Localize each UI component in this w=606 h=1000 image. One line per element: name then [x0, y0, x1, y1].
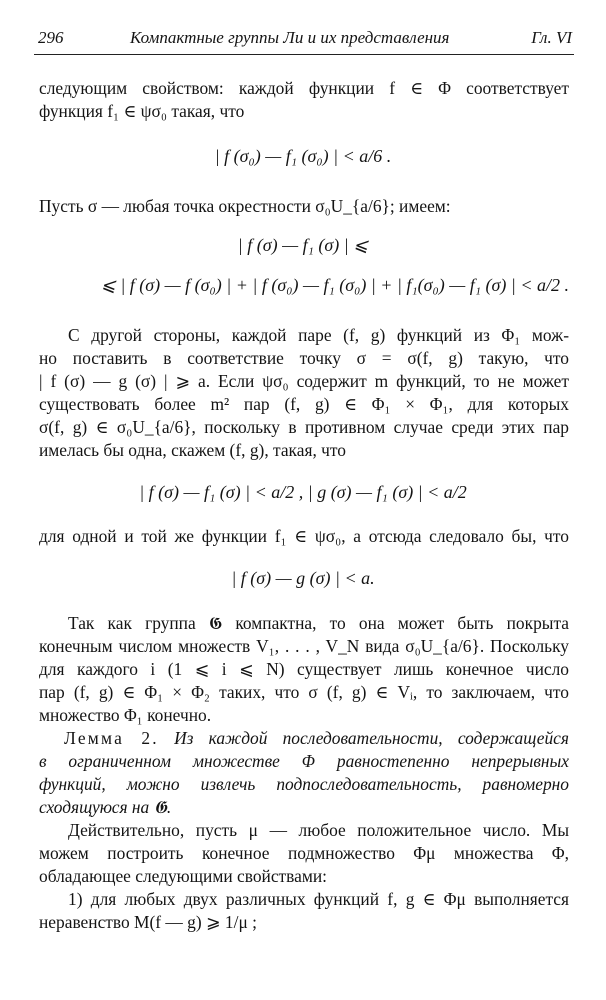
lemma-line: сходящуюся на 𝕲. [39, 797, 172, 817]
running-header [38, 28, 572, 52]
running-title: Компактные группы Ли и их представления [130, 28, 450, 47]
text-line: Пусть σ — любая точка окрестности σ₀U_{a/6}; имеем: [39, 196, 451, 216]
formula-3: | f (σ) — f₁ (σ) | < a/2 , | g (σ) — f₁ (σ) | < a/2 [139, 482, 467, 502]
page-number: 296 [38, 28, 64, 47]
text-line: Так как группа 𝕲 компактна, то она может быть покрыта [68, 613, 569, 633]
text-line: | f (σ) — g (σ) | ⩾ a. Если ψσ₀ содержит m функций, то не может [39, 371, 569, 391]
lemma-line: функций, можно извлечь подпоследовательность, равномерно [39, 774, 569, 794]
text-line: Действительно, пусть μ — любое положительное число. Мы [68, 820, 569, 840]
lemma-line: в ограниченном множестве Φ равностепенно непрерывных [39, 751, 569, 771]
formula-1: | f (σ₀) — f₁ (σ₀) | < a/6 . [214, 146, 392, 166]
text-line: обладающее следующими свойствами: [39, 866, 327, 886]
text-line: неравенство M(f — g) ⩾ 1/μ ; [39, 912, 257, 932]
text-line: но поставить в соответствие точку σ = σ(f, g) такую, что [39, 348, 569, 368]
text-line: можем построить конечное подмножество Φμ множества Φ, [39, 843, 569, 863]
text-line: для каждого i (1 ⩽ i ⩽ N) существует лишь конечное число [39, 659, 569, 679]
text-line: конечным числом множеств V₁, . . . , V_N вида σ₀U_{a/6}. Поскольку [39, 636, 569, 656]
text-line: множество Φ₁ конечно. [39, 705, 212, 725]
chapter-label: Гл. VI [531, 28, 572, 47]
lemma-label: Лемма 2. [64, 728, 159, 748]
text-line: существовать более m² пар (f, g) ∈ Φ₁ × Φ₁, для которых [39, 394, 569, 414]
text-line: для одной и той же функции f₁ ∈ ψσ₀, а отсюда следовало бы, что [39, 526, 569, 546]
text-line: 1) для любых двух различных функций f, g ∈ Φμ выполняется [68, 889, 569, 909]
lemma-line [64, 727, 569, 749]
lemma-text: Из каждой последовательности, содержащейся [174, 728, 569, 748]
text-line: пар (f, g) ∈ Φ₁ × Φ₂ таких, что σ (f, g) ∈ Vᵢ, то заключаем, что [39, 682, 569, 702]
text-line: С другой стороны, каждой паре (f, g) функций из Φ₁ мож- [68, 325, 569, 345]
formula-4: | f (σ) — g (σ) | < a. [231, 568, 375, 588]
formula-2a: | f (σ) — f₁ (σ) | ⩽ [237, 235, 369, 255]
text-line: следующим свойством: каждой функции f ∈ Φ соответствует [39, 78, 569, 98]
text-line: функция f₁ ∈ ψσ₀ такая, что [39, 101, 245, 121]
formula-2b: ⩽ | f (σ) — f (σ₀) | + | f (σ₀) — f₁ (σ₀) | + | f₁(σ₀) — f₁ (σ) | < a/2 . [100, 275, 569, 295]
text-line: σ(f, g) ∈ σ₀U_{a/6}, поскольку в противном случае среди этих пар [39, 417, 569, 437]
text-line: имелась бы одна, скажем (f, g), такая, что [39, 440, 346, 460]
header-rule [34, 54, 574, 55]
